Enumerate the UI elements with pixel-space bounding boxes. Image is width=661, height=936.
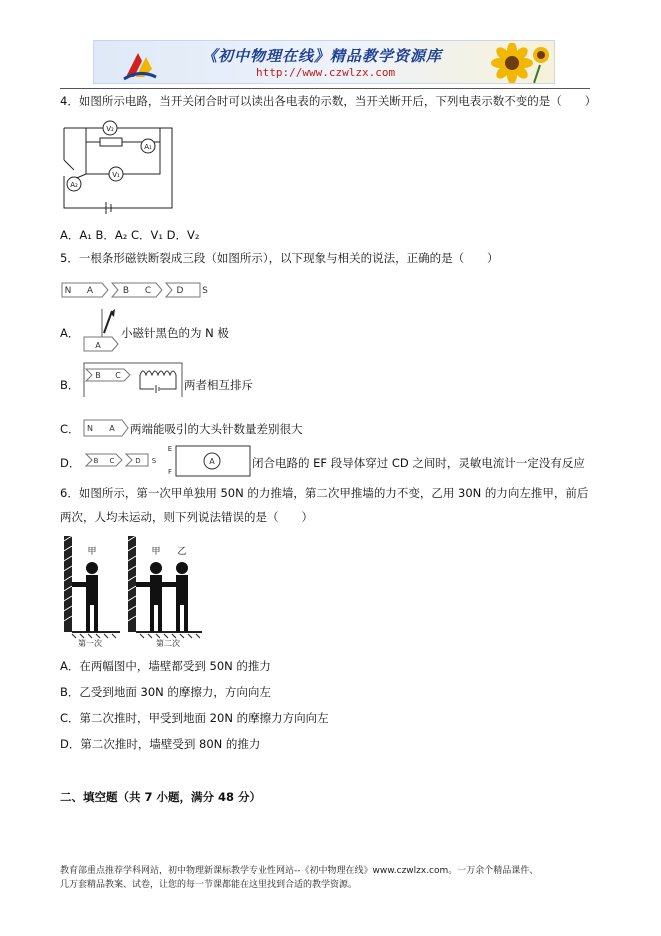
footer-line-2: 几万套精品教案、试卷，让您的每一节课都能在这里找到合适的教学资源。 (60, 880, 358, 890)
magnet-n-label: N (64, 286, 72, 296)
conductor-f-label: F (167, 468, 173, 476)
magnet-d-label: D (176, 286, 184, 296)
meter-a2-label: A₂ (70, 181, 78, 189)
galvanometer-label: A (209, 457, 215, 466)
conductor-e-label: E (167, 445, 173, 453)
q6-option-a: A．在两幅图中，墙壁都受到 50N 的推力 (60, 659, 271, 673)
magnet-a-label-3: A (109, 424, 115, 433)
q5-option-c-diagram (82, 418, 132, 438)
magnet-d-label-2: D (135, 457, 141, 465)
banner-url: http://www.czwlzx.com (256, 66, 396, 79)
second-jia-label: 甲 (151, 547, 161, 557)
q5-option-b-prefix: B． (60, 378, 80, 392)
q5-option-a-prefix: A． (60, 326, 80, 340)
caption-first: 第一次 (78, 639, 102, 648)
q5-stem: 5．一根条形磁铁断裂成三段（如图所示），以下现象与相关的说法，正确的是（ ） (60, 251, 499, 265)
q5-option-c-text: 两端能吸引的大头针数量差别很大 (130, 422, 303, 436)
q5-option-c-prefix: C． (60, 422, 80, 436)
q6-option-b: B．乙受到地面 30N 的摩擦力，方向向左 (60, 685, 271, 699)
magnet-a-label: A (86, 286, 94, 296)
footer-line-1: 教育部重点推荐学科网站，初中物理新课标教学专业性网站--《初中物理在线》www.czwlzx.com。一万余个精品课件、 (60, 866, 539, 876)
q4-circuit-diagram (60, 120, 180, 216)
logo-icon (122, 47, 158, 81)
magnet-s-label-2: S (151, 457, 157, 465)
banner-title: 《初中物理在线》精品教学资源库 (202, 47, 443, 65)
q5-option-b-text: 两者相互排斥 (184, 378, 253, 392)
meter-a1-label: A₁ (144, 143, 152, 151)
magnet-a-label-2: A (95, 341, 101, 350)
magnet-b-label: B (122, 286, 130, 296)
q6-stem-line1: 6．如图所示，第一次甲单独用 50N 的力推墙，第二次甲推墙的力不变，乙用 30N 的力向左推甲，前后 (60, 486, 589, 500)
magnet-n-label-2: N (87, 424, 93, 433)
section-2-title: 二、填空题（共 7 小题，满分 48 分） (60, 790, 262, 804)
q5-option-d-prefix: D． (60, 456, 81, 470)
magnet-c-label: C (144, 286, 152, 296)
meter-v2-label: V₂ (106, 125, 114, 133)
q5-option-b-diagram (82, 361, 184, 397)
meter-v1-label: V₁ (112, 171, 120, 179)
magnet-b-label-2: B (95, 371, 101, 380)
magnet-b-label-3: B (93, 457, 99, 465)
header-rule (60, 88, 590, 89)
magnet-s-label: S (202, 286, 208, 296)
magnet-c-label-3: C (109, 457, 115, 465)
q6-option-d: D．第二次推时，墙壁受到 80N 的推力 (60, 737, 261, 751)
q5-option-d-diagram (82, 442, 252, 478)
q5-broken-magnet-diagram (60, 280, 210, 300)
q6-stem-line2: 两次，人均未运动，则下列说法错误的是（ ） (60, 510, 313, 524)
magnet-c-label-2: C (115, 371, 121, 380)
second-yi-label: 乙 (177, 547, 187, 557)
sunflower-icon (486, 43, 552, 83)
q4-stem: 4．如图所示电路，当开关闭合时可以读出各电表的示数，当开关断开后，下列电表示数不变的是（ ） (60, 94, 597, 108)
header-banner (93, 40, 555, 84)
q6-option-c: C．第二次推时，甲受到地面 20N 的摩擦力方向向左 (60, 711, 329, 725)
caption-second: 第二次 (156, 639, 180, 648)
first-jia-label: 甲 (87, 547, 97, 557)
q4-options: A．A₁ B．A₂ C．V₁ D．V₂ (60, 228, 200, 242)
q6-pushing-diagram (60, 532, 206, 652)
q5-option-d-text: 闭合电路的 EF 段导体穿过 CD 之间时，灵敏电流计一定没有反应 (252, 456, 585, 470)
q5-option-a-text: 小磁针黑色的为 N 极 (121, 326, 229, 340)
q5-option-a-diagram (82, 307, 122, 353)
